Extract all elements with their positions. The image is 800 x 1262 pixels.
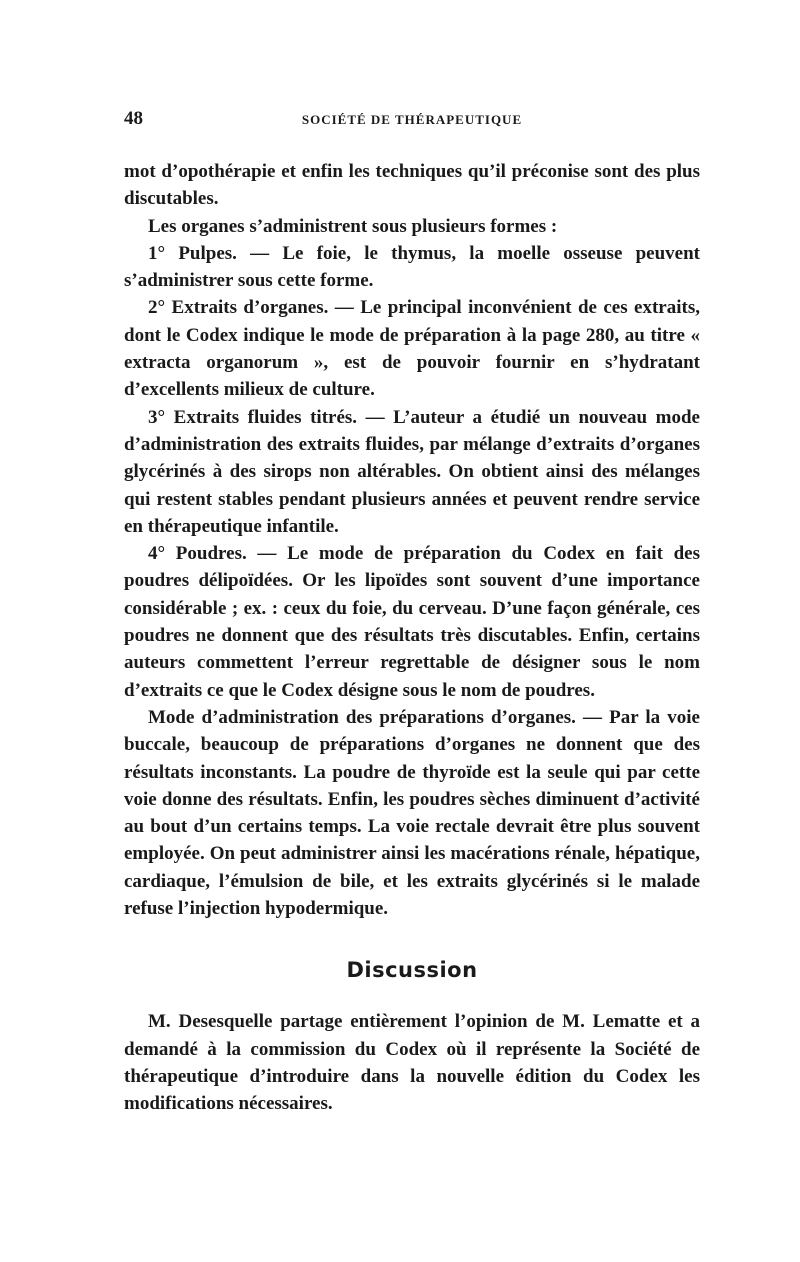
paragraph-extraits-fluides: 3° Extraits fluides titrés. — L’auteur a étudié un nouveau mode d’administration des extraits fluides, par mélange d’extraits d’organes glycérinés à des sirops non altérables. On obtient ainsi des mélanges qui restent stables pendant plusieurs années et peuvent rendre service en thérapeutique infantile. xyxy=(124,406,700,537)
paragraph-extraits-organes: 2° Extraits d’organes. — Le principal inconvénient de ces extraits, dont le Codex indique le mode de préparation à la page 280, au titre « extracta organorum », est de pouvoir fournir en s’hydratant d’excellents milieux de culture. xyxy=(124,297,700,401)
running-title: SOCIÉTÉ DE THÉRAPEUTIQUE xyxy=(301,112,523,127)
paragraph-poudres: 4° Poudres. — Le mode de préparation du Codex en fait des poudres délipoïdées. Or les lipoïdes sont souvent d’une importance considérable ; ex. : ceux du foie, du cerveau. D’une façon générale, ces poudres ne donnent que des résultats très discutables. Enfin, certains auteurs commettent l’erreur regrettable de désigner sous le nom d’extraits ce que le Codex désigne sous le nom de poudres. xyxy=(124,543,700,701)
discussion-heading: Discussion xyxy=(346,958,478,983)
paragraph-forms-intro: Les organes s’administrent sous plusieurs formes : xyxy=(148,215,558,237)
page-number: 48 xyxy=(124,108,143,129)
book-page xyxy=(124,108,700,1118)
paragraph-continuation: mot d’opothérapie et enfin les techniques qu’il préconise sont des plus discutables. xyxy=(124,161,700,210)
paragraph-pulpes: 1° Pulpes. — Le foie, le thymus, la moelle osseuse peuvent s’administrer sous cette forme. xyxy=(124,242,700,292)
paragraph-discussion: M. Desesquelle partage entièrement l’opinion de M. Lematte et a demandé à la commission du Codex où il représente la Société de thérapeutique d’introduire dans la nouvelle édition du Codex les modifications nécessaires. xyxy=(124,1011,700,1115)
paragraph-mode-administration: Mode d’administration des préparations d’organes. — Par la voie buccale, beaucoup de préparations d’organes ne donnent que des résultats inconstants. La poudre de thyroïde est la seule qui par cette voie donne des résultats. Enfin, les poudres sèches diminuent d’activité au bout d’un certains temps. La voie rectale devrait être plus souvent employée. On peut administrer ainsi les macérations rénale, hépatique, cardiaque, l’émulsion de bile, et les extraits glycérinés si le malade refuse l’injection hypodermique. xyxy=(124,706,700,920)
main-text xyxy=(124,158,700,1118)
running-head xyxy=(124,108,700,138)
